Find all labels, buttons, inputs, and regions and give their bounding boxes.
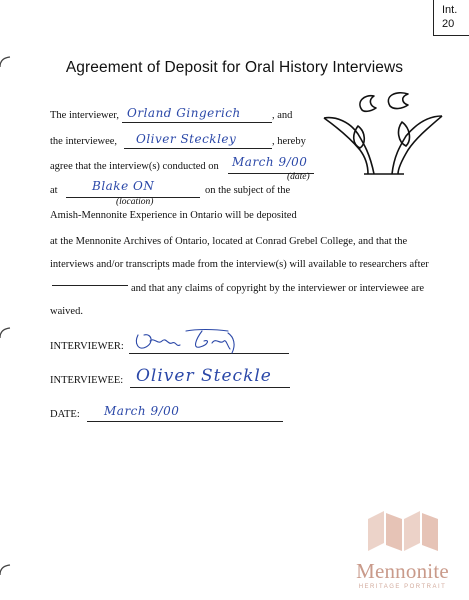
- watermark-tagline: HERITAGE PORTRAIT: [358, 584, 447, 590]
- location-caption: (location): [116, 197, 154, 207]
- interviewer-suffix: , and: [272, 110, 293, 121]
- date-caption: (date): [287, 172, 310, 182]
- date-label: DATE:: [50, 409, 80, 420]
- signed-date-handwriting: March 9/00: [104, 404, 180, 418]
- interviewer-signature-icon: [132, 327, 242, 355]
- interviewee-prefix: the interviewee,: [50, 136, 118, 147]
- interview-number-tab: [433, 0, 469, 36]
- page-title: Agreement of Deposit for Oral History Interviews: [65, 59, 404, 76]
- interviewee-suffix: , hereby: [272, 136, 306, 147]
- binder-hole-icon: [0, 326, 12, 340]
- interview-date-handwriting: March 9/00: [232, 155, 308, 169]
- availability-date-blank: [52, 271, 128, 286]
- interviewer-prefix: The interviewer,: [50, 110, 119, 121]
- binder-hole-icon: [0, 563, 12, 577]
- agree-text: agree that the interview(s) conducted on: [50, 161, 219, 172]
- interviewer-name-handwriting: Orland Gingerich: [127, 106, 241, 120]
- tab-label: Int.: [442, 4, 458, 16]
- interviewee-signature-label: INTERVIEWEE:: [50, 375, 124, 386]
- body-line: interviews and/or transcripts made from the interview(s) will available to researchers after: [50, 259, 429, 270]
- body-line: at the Mennonite Archives of Ontario, located at Conrad Grebel College, and that the: [50, 236, 408, 247]
- subject-text: on the subject of the: [205, 185, 291, 196]
- tree-flame-logo-icon: [318, 88, 448, 178]
- interviewee-name-handwriting: Oliver Steckley: [136, 132, 237, 146]
- interviewer-signature-label: INTERVIEWER:: [50, 341, 124, 352]
- tab-number: 20: [442, 18, 455, 30]
- body-line: Amish-Mennonite Experience in Ontario will be deposited: [50, 210, 297, 221]
- at-text: at: [50, 185, 58, 196]
- body-line: and that any claims of copyright by the interviewer or interviewee are: [131, 283, 425, 294]
- watermark-name: Mennonite: [356, 559, 449, 583]
- body-line: waived.: [50, 306, 83, 317]
- location-handwriting: Blake ON: [92, 179, 155, 193]
- interviewee-signature-handwriting: Oliver Steckle: [136, 366, 272, 386]
